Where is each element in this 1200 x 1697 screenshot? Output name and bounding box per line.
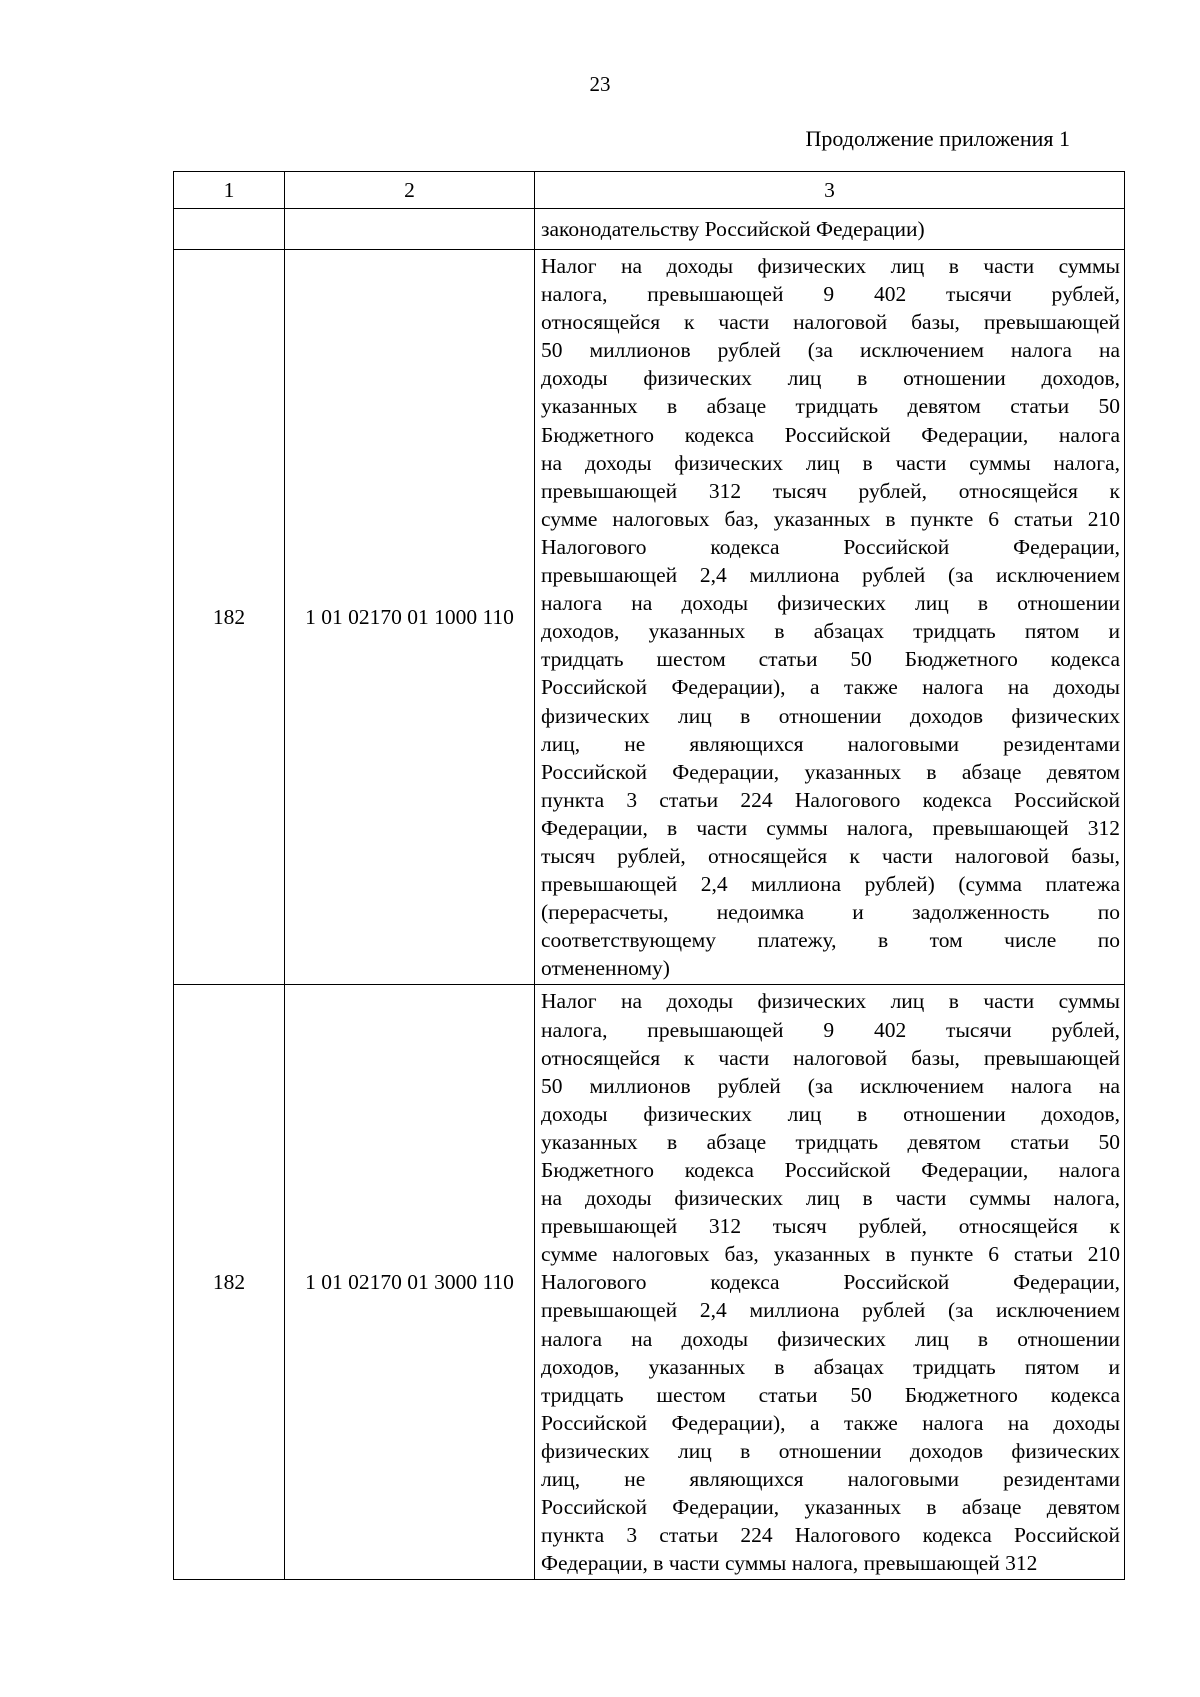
- description-line: Бюджетного кодекса Российской Федерации, налога: [541, 1158, 1120, 1182]
- description-line: указанных в абзаце тридцать девятом статьи 50: [541, 394, 1120, 419]
- description-line: пункта 3 статьи 224 Налогового кодекса Российской: [541, 1523, 1120, 1548]
- budget-classification-code-cell: 1 01 02170 01 1000 110: [285, 250, 535, 985]
- description-line: 50 миллионов рублей (за исключением налога на: [541, 1073, 1120, 1098]
- description-line: доходов, указанных в абзацах тридцать пятом и: [541, 619, 1120, 644]
- description-line: превышающей 2,4 миллиона рублей) (сумма платежа: [541, 872, 1120, 897]
- description-line: налога, превышающей 9 402 тысячи рублей,: [541, 1017, 1120, 1042]
- description-line: налога на доходы физических лиц в отношении: [541, 591, 1120, 616]
- description-line: превышающей 2,4 миллиона рублей (за исключением: [541, 1298, 1120, 1323]
- continuation-row: [174, 209, 1125, 250]
- description-line: лиц, не являющихся налоговыми резидентами: [541, 1467, 1120, 1492]
- admin-code-cell: 182: [174, 250, 285, 985]
- description-line: Налог на доходы физических лиц в части суммы: [541, 254, 1120, 278]
- description-line: превышающей 312 тысяч рублей, относящейся к: [541, 1214, 1120, 1239]
- description-line: сумме налоговых баз, указанных в пункте 6 статьи 210: [541, 1242, 1120, 1267]
- description-line: превышающей 2,4 миллиона рублей (за исключением: [541, 563, 1120, 588]
- description-line: Российской Федерации), а также налога на доходы: [541, 675, 1120, 700]
- appendix-continuation-label: Продолжение приложения 1: [805, 126, 1070, 151]
- description-line: налога на доходы физических лиц в отношении: [541, 1326, 1120, 1351]
- description-line: Налог на доходы физических лиц в части суммы: [541, 989, 1120, 1014]
- description-line: соответствующему платежу, в том числе по: [541, 928, 1120, 953]
- column-header-2: 2: [285, 172, 535, 209]
- description-line: лиц, не являющихся налоговыми резидентами: [541, 731, 1120, 756]
- description-line: Налогового кодекса Российской Федерации,: [541, 1270, 1120, 1295]
- income-description-cell: [535, 985, 1125, 1580]
- description-line: на доходы физических лиц в части суммы налога,: [541, 450, 1120, 475]
- continuation-admin-code: [174, 209, 285, 250]
- description-line: Федерации, в части суммы налога, превышающей 312: [541, 1551, 1038, 1576]
- description-line: Российской Федерации), а также налога на доходы: [541, 1410, 1120, 1435]
- description-line: тридцать шестом статьи 50 Бюджетного кодекса: [541, 1382, 1120, 1407]
- description-line: физических лиц в отношении доходов физических: [541, 1438, 1120, 1463]
- description-line: указанных в абзаце тридцать девятом статьи 50: [541, 1129, 1120, 1154]
- description-line: доходов, указанных в абзацах тридцать пятом и: [541, 1354, 1120, 1379]
- continuation-budget-code: [285, 209, 535, 250]
- continuation-description: законодательству Российской Федерации): [535, 209, 1125, 250]
- description-line: отмененному): [541, 956, 670, 981]
- description-line: (перерасчеты, недоимка и задолженность по: [541, 900, 1120, 925]
- description-line: Российской Федерации, указанных в абзаце девятом: [541, 759, 1120, 784]
- description-line: относящейся к части налоговой базы, превышающей: [541, 310, 1120, 335]
- description-line: 50 миллионов рублей (за исключением налога на: [541, 338, 1120, 363]
- description-line: тысяч рублей, относящейся к части налоговой базы,: [541, 843, 1120, 868]
- description-line: доходы физических лиц в отношении доходов,: [541, 366, 1120, 391]
- description-line: Бюджетного кодекса Российской Федерации, налога: [541, 422, 1120, 447]
- budget-classification-code-cell: 1 01 02170 01 3000 110: [285, 985, 535, 1580]
- admin-code-cell: 182: [174, 985, 285, 1580]
- description-line: доходы физических лиц в отношении доходов,: [541, 1101, 1120, 1126]
- page-number: 23: [589, 72, 611, 96]
- table-row: [174, 250, 1125, 985]
- revenue-codes-table: [173, 171, 1125, 1580]
- description-line: относящейся к части налоговой базы, превышающей: [541, 1045, 1120, 1070]
- description-line: налога, превышающей 9 402 тысячи рублей,: [541, 282, 1120, 307]
- column-header-1: 1: [174, 172, 285, 209]
- description-line: сумме налоговых баз, указанных в пункте 6 статьи 210: [541, 506, 1120, 531]
- table-row: [174, 985, 1125, 1580]
- description-line: пункта 3 статьи 224 Налогового кодекса Российской: [541, 787, 1120, 812]
- description-line: Российской Федерации, указанных в абзаце девятом: [541, 1495, 1120, 1520]
- description-line: превышающей 312 тысяч рублей, относящейся к: [541, 478, 1120, 503]
- income-description-cell: [535, 250, 1125, 985]
- description-line: тридцать шестом статьи 50 Бюджетного кодекса: [541, 647, 1120, 672]
- description-line: на доходы физических лиц в части суммы налога,: [541, 1186, 1120, 1211]
- table-header-row: [174, 172, 1125, 209]
- description-line: Федерации, в части суммы налога, превышающей 312: [541, 815, 1120, 840]
- column-header-3: 3: [535, 172, 1125, 209]
- description-line: Налогового кодекса Российской Федерации,: [541, 534, 1120, 559]
- description-line: физических лиц в отношении доходов физических: [541, 703, 1120, 728]
